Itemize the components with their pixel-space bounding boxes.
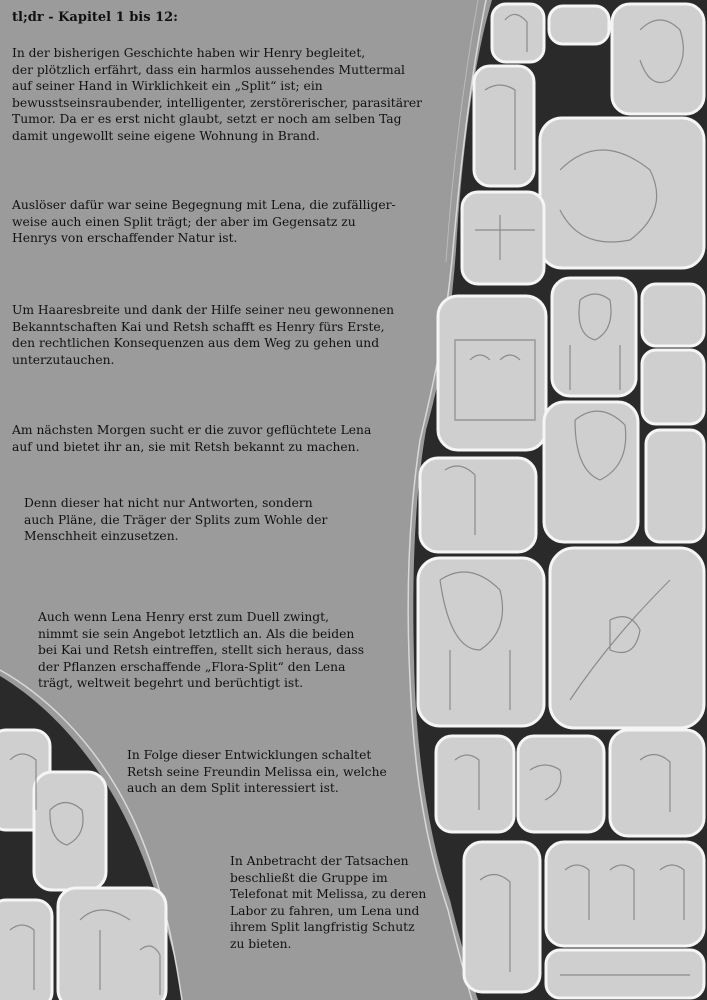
comic-panel [610,730,704,836]
recap-paragraph-3: Um Haaresbreite und dank der Hilfe seiner neu gewonnenen Bekanntschaften Kai und Retsh schafft es Henry fürs Erste, den rechtlichen Konsequenzen aus dem Weg zu gehen und unterzutauchen. [12,303,395,367]
comic-panel [418,558,544,726]
comic-panel [642,284,704,346]
comic-panel [34,772,106,890]
comic-panel [0,900,52,1000]
comic-panel [518,736,604,832]
comic-panel [546,950,704,998]
comic-panel [462,192,544,284]
comic-panel [420,458,536,552]
recap-paragraph-7: In Folge dieser Entwicklungen schaltet Retsh seine Freundin Melissa ein, welche auch an dem Split interessiert ist. [127,748,387,795]
comic-panel [550,548,704,728]
recap-paragraph-2: Auslöser dafür war seine Begegnung mit Lena, die zufälliger- weise auch einen Split trägt; der aber im Gegensatz zu Henrys von erschaffender Natur ist. [12,198,396,245]
comic-panel [540,118,704,268]
comic-panel [58,888,166,1000]
recap-paragraph-5: Denn dieser hat nicht nur Antworten, sondern auch Pläne, die Träger der Splits zum Wohle der Menschheit einzusetzen. [24,496,328,543]
comic-panel [436,736,514,832]
comic-panel [646,430,704,542]
comic-panel [464,842,540,992]
comic-panel [492,4,544,62]
recap-paragraph-4: Am nächsten Morgen sucht er die zuvor geflüchtete Lena auf und bietet ihr an, sie mit Retsh bekannt zu machen. [12,423,372,454]
comic-panel [544,402,638,542]
comic-panel [438,296,546,450]
comic-panel [549,6,609,44]
recap-paragraph-6: Auch wenn Lena Henry erst zum Duell zwingt, nimmt sie sein Angebot letztlich an. Als die beiden bei Kai und Retsh eintreffen, stellt sich heraus, dass der Pflanzen erschaffende „Flora-Split“ den Lena trägt, weltweit begehrt und berüchtigt ist. [38,610,365,690]
comic-panel [642,350,704,424]
recap-paragraph-1: In der bisherigen Geschichte haben wir Henry begleitet, der plötzlich erfährt, dass ein harmlos aussehendes Muttermal auf seiner Hand in Wirklichkeit ein „Split“ ist; ein bewusstseinsraubender, intelligenter, zerstörerischer, parasitärer Tumor. Da er es erst nicht glaubt, setzt er noch am selben Tag damit ungewollt seine eigene Wohnung in Brand. [12,46,423,143]
page-title: tl;dr - Kapitel 1 bis 12: [12,10,178,25]
recap-paragraph-8: In Anbetracht der Tatsachen beschließt die Gruppe im Telefonat mit Melissa, zu deren Labor zu fahren, um Lena und ihrem Split langfristig Schutz zu bieten. [230,854,427,951]
comic-panel [474,66,534,186]
comic-panel [546,842,704,946]
comic-panel [552,278,636,396]
